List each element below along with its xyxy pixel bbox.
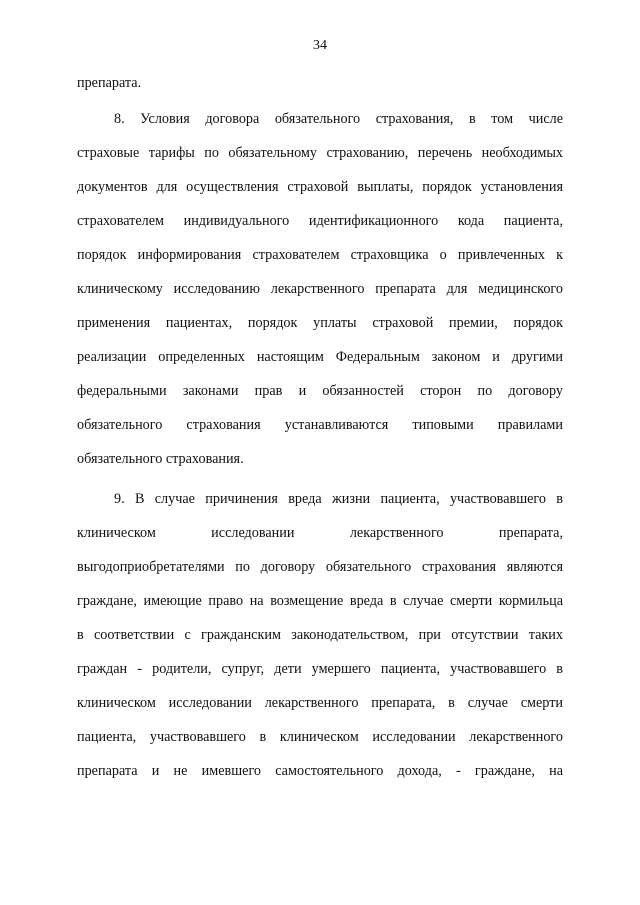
text-line: страховые тарифы по обязательному страхованию, перечень необходимых	[77, 145, 563, 161]
text-line: препарата.	[77, 75, 142, 91]
paragraph-8	[77, 102, 563, 476]
text-line: выгодоприобретателями по договору обязательного страхования являются	[77, 559, 563, 575]
text-line: обязательного страхования.	[77, 451, 244, 467]
text-line: клиническому исследованию лекарственного препарата для медицинского	[77, 281, 563, 297]
text-line: страхователем индивидуального идентификационного кода пациента,	[77, 213, 563, 229]
text-line: клиническом исследовании лекарственного препарата, в случае смерти	[77, 695, 563, 711]
text-line: пациента, участвовавшего в клиническом исследовании лекарственного	[77, 729, 563, 745]
text-line: документов для осуществления страховой выплаты, порядок установления	[77, 179, 563, 195]
text-line: препарата и не имевшего самостоятельного дохода, - граждане, на	[77, 763, 563, 779]
paragraph-9	[77, 482, 563, 788]
text-line: в соответствии с гражданским законодательством, при отсутствии таких	[77, 627, 563, 643]
text-line: граждан - родители, супруг, дети умершего пациента, участвовавшего в	[77, 661, 563, 677]
text-line: клиническом исследовании лекарственного препарата,	[77, 525, 563, 541]
text-line: порядок информирования страхователем страховщика о привлеченных к	[77, 247, 563, 263]
text-line: 9. В случае причинения вреда жизни пациента, участвовавшего в	[114, 491, 563, 507]
text-line: граждане, имеющие право на возмещение вреда в случае смерти кормильца	[77, 593, 563, 609]
text-line: 8. Условия договора обязательного страхования, в том числе	[114, 111, 563, 127]
continuation-text	[77, 66, 563, 100]
text-line: реализации определенных настоящим Федеральным законом и другими	[77, 349, 563, 365]
page-number: 34	[313, 38, 327, 53]
text-line: применения пациентах, порядок уплаты страховой премии, порядок	[77, 315, 563, 331]
text-line: федеральными законами прав и обязанностей сторон по договору	[77, 383, 563, 399]
text-line: обязательного страхования устанавливаются типовыми правилами	[77, 417, 563, 433]
